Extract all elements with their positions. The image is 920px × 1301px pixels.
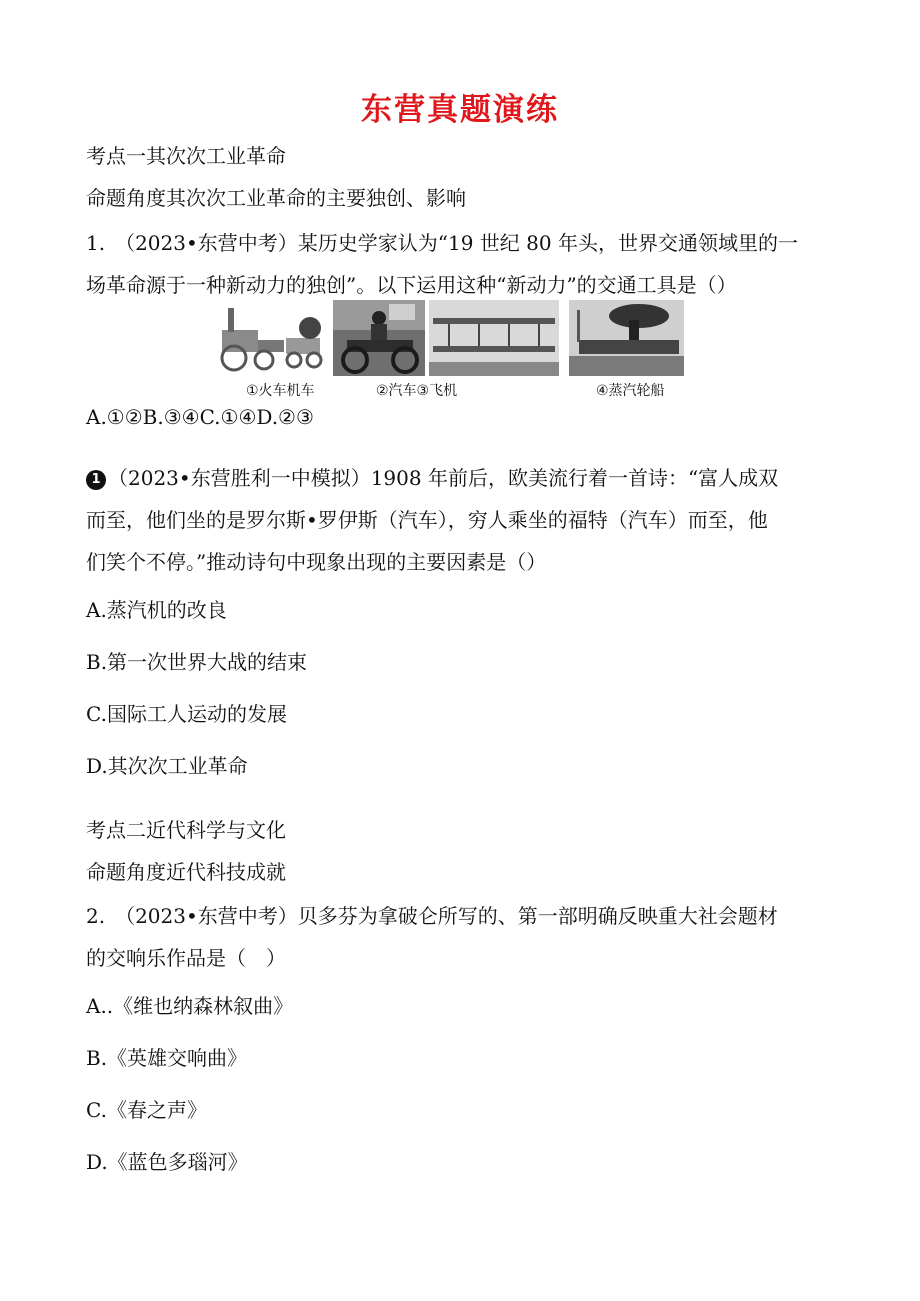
q1-image-row [214,300,684,376]
qextra-option-c: C.国际工人运动的发展 [86,702,287,726]
qextra-option-d: D.其次次工业革命 [86,754,248,778]
section1-angle: 命题角度其次次工业革命的主要独创、影响 [86,186,466,210]
airplane-image [429,300,559,376]
qextra-option-b: B.第一次世界大战的结束 [86,650,308,674]
q2-option-c: C.《春之声》 [86,1098,207,1122]
q2-line2: 的交响乐作品是（ ） [86,946,286,970]
caption-steamship: ④蒸汽轮船 [596,383,665,399]
car-image [333,300,425,376]
q1-options: A.①②B.③④C.①④D.②③ [86,405,314,429]
caption-car-plane: ②汽车③飞机 [376,383,458,399]
section2-heading: 考点二近代科学与文化 [86,818,286,842]
q1-captions [214,380,684,398]
caption-locomotive: ①火车机车 [246,383,315,399]
steamship-image [569,300,684,376]
q2-line1: 2. （2023•东营中考）贝多芬为拿破仑所写的、第一部明确反映重大社会题材 [86,904,778,928]
qextra-option-a: A.蒸汽机的改良 [86,598,227,622]
q2-option-b: B.《英雄交响曲》 [86,1046,248,1070]
q1-line1: 1. （2023•东营中考）某历史学家认为“19 世纪 80 年头，世界交通领域里的一 [86,231,798,255]
qextra-line1-text: （2023•东营胜利一中模拟）1908 年前后，欧美流行着一首诗：“富人成双 [108,466,779,490]
q2-option-a: A..《维也纳森林叙曲》 [86,994,294,1018]
q1-line2: 场革命源于一种新动力的独创”。以下运用这种“新动力”的交通工具是（） [86,273,737,297]
section2-angle: 命题角度近代科技成就 [86,860,286,884]
section1-heading: 考点一其次次工业革命 [86,144,286,168]
qextra-line2: 而至，他们坐的是罗尔斯•罗伊斯（汽车），穷人乘坐的福特（汽车）而至，他 [86,508,768,532]
page-title: 东营真题演练 [361,92,559,128]
qextra-line3: 们笑个不停。”推动诗句中现象出现的主要因素是（） [86,550,547,574]
question-number-badge: 1 [86,470,106,490]
qextra-line1 [86,462,778,491]
locomotive-image [214,300,329,376]
q2-option-d: D.《蓝色多瑙河》 [86,1150,248,1174]
